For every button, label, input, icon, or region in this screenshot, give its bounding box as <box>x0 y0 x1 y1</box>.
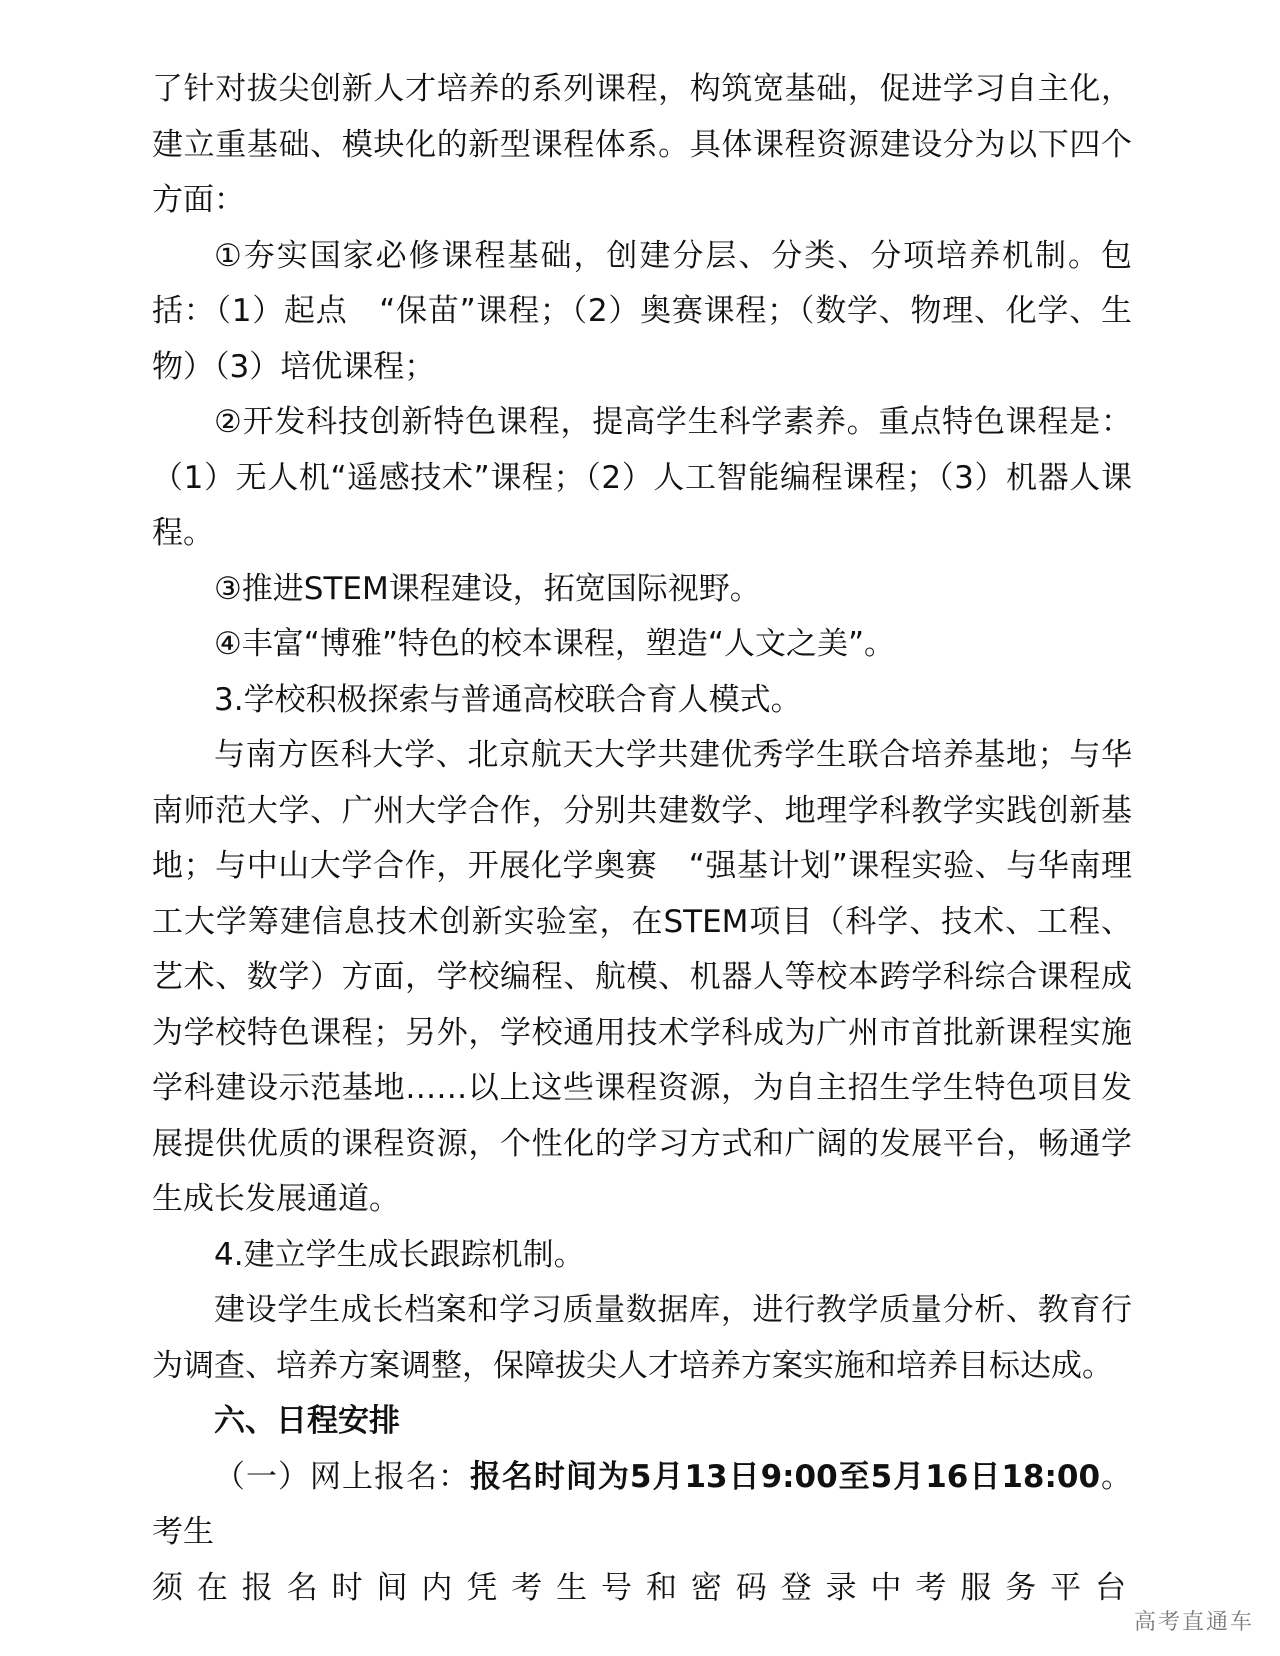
registration-suffix: 。考生 <box>152 1458 1133 1550</box>
paragraph-tracking: 建设学生成长档案和学习质量数据库，进行教学质量分析、教育行为调查、培养方案调整，保障拔尖人才培养方案实施和培养目标达成。 <box>152 1292 1132 1384</box>
paragraph-point-3: 3.学校积极探索与普通高校联合育人模式。 <box>214 681 802 718</box>
paragraph-item-3: ③推进STEM课程建设，拓宽国际视野。 <box>214 570 761 607</box>
paragraph-item-4: ④丰富“博雅”特色的校本课程，塑造“人文之美”。 <box>214 626 896 662</box>
registration-prefix: （一）网上报名： <box>214 1458 470 1495</box>
paragraph-course-intro: 了针对拔尖创新人才培养的系列课程，构筑宽基础，促进学习自主化，建立重基础、模块化的新型课程体系。具体课程资源建设分为以下四个方面： <box>152 71 1132 218</box>
paragraph-registration-continued: 须在报名时间内凭考生号和密码登录中考服务平台 <box>152 1569 1132 1606</box>
paragraph-item-2: ②开发科技创新特色课程，提高学生科学素养。重点特色课程是：（1）无人机“遥感技术”课程；（2）人工智能编程课程；（3）机器人课程。 <box>152 404 1132 551</box>
section-heading-schedule: 六、日程安排 <box>214 1403 400 1439</box>
paragraph-point-4: 4.建立学生成长跟踪机制。 <box>214 1236 585 1273</box>
paragraph-registration <box>152 1450 1132 1561</box>
document-body <box>152 62 1132 1616</box>
registration-time: 报名时间为5月13日9:00至5月16日18:00 <box>469 1458 1101 1495</box>
paragraph-item-1: ①夯实国家必修课程基础，创建分层、分类、分项培养机制。包括：（1）起点 “保苗”课程；（2）奥赛课程；（数学、物理、化学、生物）（3）培优课程； <box>152 237 1132 385</box>
watermark: 高考直通车 <box>1133 1610 1254 1635</box>
paragraph-university-cooperation: 与南方医科大学、北京航天大学共建优秀学生联合培养基地；与华南师范大学、广州大学合作，分别共建数学、地理学科教学实践创新基地；与中山大学合作，开展化学奥赛 “强基计划”课程实验、与华南理工大学筹建信息技术创新实验室，在STEM项目（科学、技术、工程、艺术、数学）方面，学校编程、航模、机器人等校本跨学科综合课程成为学校特色课程；另外，学校通用技术学科成为广州市首批新课程实施学科建设示范基地……以上这些课程资源，为自主招生学生特色项目发展提供优质的课程资源，个性化的学习方式和广阔的发展平台，畅通学生成长发展通道。 <box>152 737 1132 1217</box>
